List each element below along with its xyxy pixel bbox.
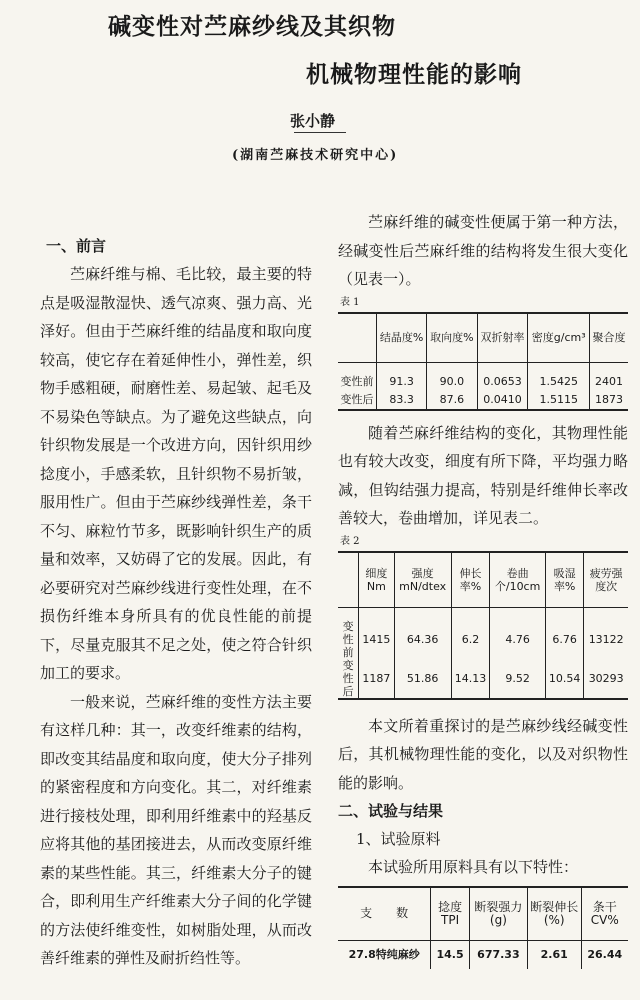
table-cell: 13122 [588,632,624,646]
table-cell: 1.5115 [528,391,590,410]
table-cell: 变性前 [338,607,359,659]
section-heading-introduction: 一、前言 [46,237,107,255]
table-header: 取向度% [427,313,477,363]
table-header: 细度Nm [359,552,394,608]
table-header: 卷曲个/10cm [490,552,546,608]
table-cell: 1873 [595,393,623,406]
author-affiliation: (湖南苎麻技术研究中心) [232,148,399,163]
intro-paragraph-2: 一般来说，苎麻纤维的变性方法主要有这样几种：其一，改变纤维素的结构，即改变其结晶度和取向度，使大分子排列的紧密程度和方向变化。其二，对纤维素进行接枝处理，即利用纤维素中的羟基反应将其他的基团接进去，从而改变原纤维素的某些性能。其三，纤维素大分子的键合，即利用生产纤维素大分子间的化学键的方法使纤维变性，如树脂处理，从而改善纤维素的弹性及耐折绉性等。 [40,692,312,967]
table-cell: 14.13 [451,659,489,699]
table-header: 吸湿率% [545,552,583,608]
table-cell: 91.3 [376,362,426,391]
table-cell: 677.33 [469,940,527,969]
table-1-fibre-structure [338,312,628,411]
table-header: 双折射率 [477,313,528,363]
physical-properties-paragraph: 随着苎麻纤维结构的变化，其物理性能也有较大改变，细度有所下降，平均强力略减，但钩结强力提高，特别是纤维伸长率改善较大，卷曲增加，详见表二。 [338,423,628,527]
author-underline [294,132,346,133]
table-cell: 4.76 [490,607,546,659]
table-cell: 变性前 [338,362,376,391]
table-header: 捻度TPI [431,887,470,941]
table-2-fibre-properties [338,551,628,700]
table-cell: 2.61 [527,940,581,969]
table-row [338,659,628,699]
table-header: 伸长率% [451,552,489,608]
table-row [338,391,628,410]
table-cell: 2401 [595,375,623,388]
title-line-1: 碱变性对苎麻纱线及其织物 [108,13,396,40]
table-header: 断裂伸长(%) [527,887,581,941]
materials-paragraph: 本试验所用原料具有以下特性： [368,858,579,876]
table-row [338,362,628,391]
table-cell: 51.86 [394,659,451,699]
table-cell: 26.44 [581,940,628,969]
table-cell: 1415 [359,607,394,659]
scope-paragraph: 本文所着重探讨的是苎麻纱线经碱变性后，其机械物理性能的变化，以及对织物性能的影响。 [338,716,628,792]
table-cell: 30293 [588,671,624,685]
table-cell: 83.3 [376,391,426,410]
title-line-2: 机械物理性能的影响 [306,61,522,88]
table-cell: 变性后 [338,391,376,410]
table-cell: 6.2 [451,607,489,659]
table-cell: 27.8特纯麻纱 [338,940,431,969]
table-2-label: 表 2 [340,535,360,547]
table-cell: 14.5 [431,940,470,969]
table-row [338,607,628,659]
intro-paragraph-1: 苎麻纤维与棉、毛比较，最主要的特点是吸湿散湿快、透气凉爽、强力高、光泽好。但由于苎麻纤维的结晶度和取向度较高，使它存在着延伸性小，弹性差，织物手感粗硬，耐磨性差、易起皱、起毛及不易染色等缺点。为了避免这些缺点，向针织物发展是一个改进方向，因针织用纱捻度小，手感柔软，且针织物不易折皱，服用性广。但由于苎麻纱线弹性差，条干不匀、麻粒竹节多，既影响针织生产的质量和效率，又妨碍了它的发展。因此，有必要研究对苎麻纱线进行变性处理，在不损伤纤维本身所具有的优良性能的前提下，尽量克服其不足之处，使之符合针织加工的要求。 [40,265,312,682]
subsection-heading-materials: 1、试验原料 [356,830,441,848]
table-1-label: 表 1 [340,296,360,308]
table-cell: 6.76 [545,607,583,659]
table-header [338,552,359,608]
author-name: 张小静 [290,112,336,130]
table-header: 聚合度 [590,313,628,363]
table-cell: 64.36 [394,607,451,659]
table-header: 疲劳强度次 [584,552,628,608]
table-cell: 1.5425 [528,362,590,391]
table-cell: 0.0653 [477,362,528,391]
table-cell: 变性后 [338,659,359,699]
table-row [338,940,628,969]
table-header [338,313,376,363]
table-cell: 0.0410 [477,391,528,410]
left-column [40,232,312,973]
right-column [338,208,628,969]
section-heading-experiment: 二、试验与结果 [338,802,444,820]
table-header: 密度g/cm³ [528,313,590,363]
table-header: 支 数 [338,887,431,941]
table-header: 结晶度% [376,313,426,363]
table-cell: 9.52 [490,659,546,699]
alkali-modification-paragraph: 苎麻纤维的碱变性便属于第一种方法，经碱变性后苎麻纤维的结构将发生很大变化（见表一）。 [338,213,628,288]
table-cell: 10.54 [545,659,583,699]
table-header: 断裂强力(g) [469,887,527,941]
table-3-yarn-properties [338,886,628,969]
table-cell: 87.6 [427,391,477,410]
table-cell: 1187 [359,659,394,699]
table-cell: 90.0 [427,362,477,391]
table-header: 强度mN/dtex [394,552,451,608]
table-header: 条干CV% [581,887,628,941]
